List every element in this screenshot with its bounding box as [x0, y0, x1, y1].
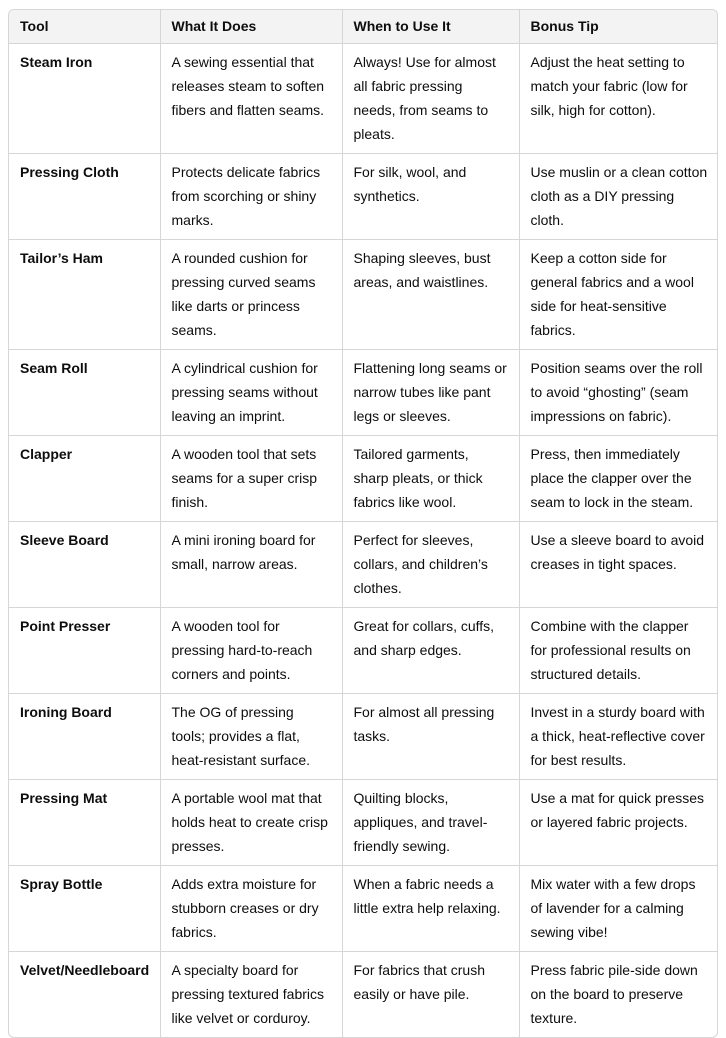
tip-cell: Invest in a sturdy board with a thick, heat-reflective cover for best results. [519, 693, 718, 779]
when-cell: For silk, wool, and synthetics. [342, 153, 519, 239]
when-cell: Tailored garments, sharp pleats, or thick fabrics like wool. [342, 435, 519, 521]
table-row [9, 779, 718, 865]
header-row [9, 10, 718, 43]
tip-cell: Use a mat for quick presses or layered fabric projects. [519, 779, 718, 865]
when-cell: For fabrics that crush easily or have pile. [342, 951, 519, 1037]
table-row [9, 239, 718, 349]
tool-cell: Clapper [9, 435, 160, 521]
when-cell: Great for collars, cuffs, and sharp edges. [342, 607, 519, 693]
header-what-it-does: What It Does [160, 10, 342, 43]
tip-cell: Adjust the heat setting to match your fabric (low for silk, high for cotton). [519, 43, 718, 153]
tip-cell: Keep a cotton side for general fabrics and a wool side for heat-sensitive fabrics. [519, 239, 718, 349]
tip-cell: Use a sleeve board to avoid creases in tight spaces. [519, 521, 718, 607]
table-row [9, 521, 718, 607]
tip-cell: Mix water with a few drops of lavender for a calming sewing vibe! [519, 865, 718, 951]
tip-cell: Press fabric pile-side down on the board to preserve texture. [530, 961, 698, 1026]
table-row [9, 349, 718, 435]
tool-cell: Seam Roll [9, 349, 160, 435]
what-cell: A mini ironing board for small, narrow areas. [160, 521, 342, 607]
header-when-to-use-it: When to Use It [342, 10, 519, 43]
tool-cell: Pressing Cloth [9, 153, 160, 239]
tool-cell: Ironing Board [9, 693, 160, 779]
table-body [9, 43, 718, 1037]
what-cell: Protects delicate fabrics from scorching or shiny marks. [160, 153, 342, 239]
tool-cell: Sleeve Board [9, 521, 160, 607]
pressing-tools-table [9, 10, 718, 1037]
when-cell: When a fabric needs a little extra help relaxing. [342, 865, 519, 951]
tip-cell: Press, then immediately place the clapper over the seam to lock in the steam. [519, 435, 718, 521]
table-row [9, 153, 718, 239]
tip-cell: Use muslin or a clean cotton cloth as a DIY pressing cloth. [519, 153, 718, 239]
pressing-tools-table-container [8, 9, 718, 1038]
tool-cell: Pressing Mat [9, 779, 160, 865]
tool-cell: Velvet/Needleboard [9, 951, 160, 1037]
header-tool: Tool [9, 10, 160, 43]
tool-cell: Point Presser [9, 607, 160, 693]
table-row [9, 865, 718, 951]
tip-cell: Position seams over the roll to avoid “ghosting” (seam impressions on fabric). [519, 349, 718, 435]
table-row [9, 435, 718, 521]
when-cell: Quilting blocks, appliques, and travel-friendly sewing. [342, 779, 519, 865]
header-bonus-tip: Bonus Tip [519, 10, 718, 43]
what-cell: A sewing essential that releases steam to soften fibers and flatten seams. [160, 43, 342, 153]
when-cell: Flattening long seams or narrow tubes like pant legs or sleeves. [342, 349, 519, 435]
when-cell: Perfect for sleeves, collars, and children’s clothes. [342, 521, 519, 607]
tip-cell: Combine with the clapper for professional results on structured details. [519, 607, 718, 693]
tool-cell: Spray Bottle [9, 865, 160, 951]
when-cell: For almost all pressing tasks. [342, 693, 519, 779]
what-cell: A portable wool mat that holds heat to create crisp presses. [160, 779, 342, 865]
what-cell: A wooden tool that sets seams for a super crisp finish. [160, 435, 342, 521]
table-row [9, 951, 718, 1037]
when-cell: Always! Use for almost all fabric pressing needs, from seams to pleats. [342, 43, 519, 153]
what-cell: The OG of pressing tools; provides a flat, heat-resistant surface. [160, 693, 342, 779]
what-cell: A specialty board for pressing textured fabrics like velvet or corduroy. [160, 951, 342, 1037]
when-cell: Shaping sleeves, bust areas, and waistlines. [342, 239, 519, 349]
table-row [9, 693, 718, 779]
tool-cell: Tailor’s Ham [9, 239, 160, 349]
table-header [9, 10, 718, 43]
table-row [9, 607, 718, 693]
what-cell: A wooden tool for pressing hard-to-reach corners and points. [160, 607, 342, 693]
what-cell: A cylindrical cushion for pressing seams without leaving an imprint. [160, 349, 342, 435]
table-row [9, 43, 718, 153]
tool-cell: Steam Iron [9, 43, 160, 153]
what-cell: A rounded cushion for pressing curved seams like darts or princess seams. [160, 239, 342, 349]
what-cell: Adds extra moisture for stubborn creases or dry fabrics. [160, 865, 342, 951]
